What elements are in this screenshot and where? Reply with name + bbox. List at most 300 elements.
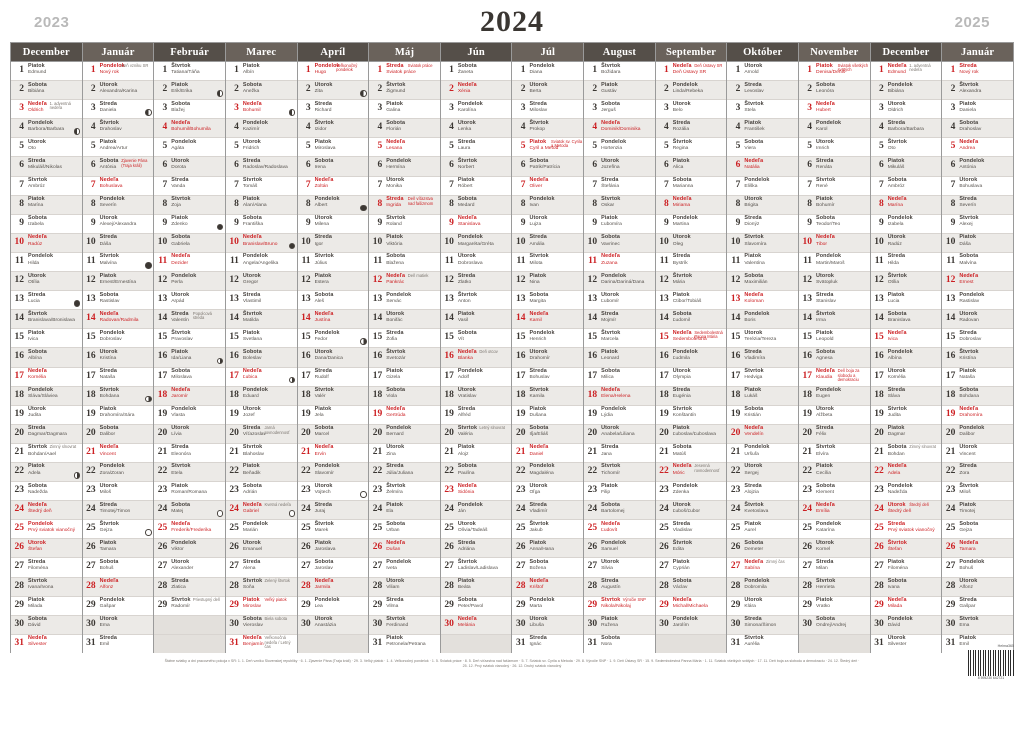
day-row[interactable] bbox=[83, 100, 154, 119]
day-row[interactable] bbox=[512, 234, 583, 253]
day-row[interactable] bbox=[727, 215, 798, 234]
day-row[interactable] bbox=[871, 157, 942, 176]
day-row[interactable] bbox=[11, 81, 82, 100]
day-row[interactable] bbox=[369, 425, 440, 444]
day-row[interactable] bbox=[11, 635, 82, 653]
day-row[interactable] bbox=[799, 177, 870, 196]
day-row[interactable] bbox=[298, 138, 369, 157]
day-row[interactable] bbox=[441, 157, 512, 176]
day-row[interactable] bbox=[512, 157, 583, 176]
day-row[interactable] bbox=[83, 138, 154, 157]
day-row[interactable] bbox=[727, 234, 798, 253]
day-row[interactable] bbox=[369, 578, 440, 597]
day-row[interactable] bbox=[656, 62, 727, 81]
day-row[interactable] bbox=[83, 157, 154, 176]
day-row[interactable] bbox=[298, 425, 369, 444]
day-row[interactable] bbox=[656, 368, 727, 387]
day-row[interactable] bbox=[584, 406, 655, 425]
day-row[interactable] bbox=[11, 482, 82, 501]
day-row[interactable] bbox=[226, 329, 297, 348]
day-row[interactable] bbox=[369, 348, 440, 367]
day-row[interactable] bbox=[226, 215, 297, 234]
day-row[interactable] bbox=[369, 501, 440, 520]
day-row[interactable] bbox=[83, 253, 154, 272]
day-row[interactable] bbox=[656, 597, 727, 616]
day-row[interactable] bbox=[584, 100, 655, 119]
day-row[interactable] bbox=[799, 196, 870, 215]
day-row[interactable] bbox=[727, 100, 798, 119]
day-row[interactable] bbox=[83, 463, 154, 482]
day-row[interactable] bbox=[83, 558, 154, 577]
day-row[interactable] bbox=[871, 253, 942, 272]
day-row[interactable] bbox=[727, 138, 798, 157]
day-row[interactable] bbox=[226, 482, 297, 501]
day-row[interactable] bbox=[727, 157, 798, 176]
day-row[interactable] bbox=[871, 597, 942, 616]
day-row[interactable] bbox=[512, 138, 583, 157]
day-row[interactable] bbox=[11, 520, 82, 539]
day-row[interactable] bbox=[727, 387, 798, 406]
day-row[interactable] bbox=[871, 558, 942, 577]
day-row[interactable] bbox=[83, 177, 154, 196]
day-row[interactable] bbox=[942, 253, 1013, 272]
day-row[interactable] bbox=[441, 387, 512, 406]
day-row[interactable] bbox=[871, 119, 942, 138]
day-row[interactable] bbox=[584, 482, 655, 501]
day-row[interactable] bbox=[512, 558, 583, 577]
day-row[interactable] bbox=[226, 425, 297, 444]
day-row[interactable] bbox=[799, 157, 870, 176]
day-row[interactable] bbox=[942, 501, 1013, 520]
day-row[interactable] bbox=[441, 196, 512, 215]
day-row[interactable] bbox=[727, 177, 798, 196]
day-row[interactable] bbox=[799, 215, 870, 234]
day-row[interactable] bbox=[369, 329, 440, 348]
day-row[interactable] bbox=[942, 520, 1013, 539]
day-row[interactable] bbox=[441, 291, 512, 310]
day-row[interactable] bbox=[298, 253, 369, 272]
day-row[interactable] bbox=[298, 616, 369, 635]
day-row[interactable] bbox=[942, 138, 1013, 157]
day-row[interactable] bbox=[441, 272, 512, 291]
day-row[interactable] bbox=[942, 62, 1013, 81]
day-row[interactable] bbox=[83, 387, 154, 406]
day-row[interactable] bbox=[584, 558, 655, 577]
day-row[interactable] bbox=[226, 272, 297, 291]
day-row[interactable] bbox=[871, 406, 942, 425]
day-row[interactable] bbox=[226, 539, 297, 558]
day-row[interactable] bbox=[441, 501, 512, 520]
day-row[interactable] bbox=[441, 253, 512, 272]
day-row[interactable] bbox=[942, 597, 1013, 616]
day-row[interactable] bbox=[584, 616, 655, 635]
day-row[interactable] bbox=[154, 597, 225, 616]
day-row[interactable] bbox=[369, 463, 440, 482]
day-row[interactable] bbox=[512, 444, 583, 463]
day-row[interactable] bbox=[226, 196, 297, 215]
day-row[interactable] bbox=[83, 348, 154, 367]
day-row[interactable] bbox=[942, 329, 1013, 348]
day-row[interactable] bbox=[942, 119, 1013, 138]
day-row[interactable] bbox=[11, 157, 82, 176]
day-row[interactable] bbox=[226, 387, 297, 406]
day-row[interactable] bbox=[83, 635, 154, 653]
day-row[interactable] bbox=[298, 329, 369, 348]
day-row[interactable] bbox=[656, 291, 727, 310]
day-row[interactable] bbox=[942, 578, 1013, 597]
day-row[interactable] bbox=[83, 597, 154, 616]
day-row[interactable] bbox=[154, 81, 225, 100]
day-row[interactable] bbox=[154, 310, 225, 329]
day-row[interactable] bbox=[226, 348, 297, 367]
day-row[interactable] bbox=[799, 329, 870, 348]
day-row[interactable] bbox=[584, 157, 655, 176]
day-row[interactable] bbox=[584, 196, 655, 215]
day-row[interactable] bbox=[441, 177, 512, 196]
day-row[interactable] bbox=[871, 520, 942, 539]
day-row[interactable] bbox=[799, 119, 870, 138]
day-row[interactable] bbox=[512, 463, 583, 482]
day-row[interactable] bbox=[11, 501, 82, 520]
day-row[interactable] bbox=[298, 234, 369, 253]
day-row[interactable] bbox=[154, 348, 225, 367]
day-row[interactable] bbox=[226, 177, 297, 196]
day-row[interactable] bbox=[441, 597, 512, 616]
day-row[interactable] bbox=[11, 310, 82, 329]
day-row[interactable] bbox=[942, 406, 1013, 425]
day-row[interactable] bbox=[441, 425, 512, 444]
day-row[interactable] bbox=[871, 482, 942, 501]
day-row[interactable] bbox=[727, 406, 798, 425]
day-row[interactable] bbox=[154, 291, 225, 310]
day-row[interactable] bbox=[226, 635, 297, 653]
day-row[interactable] bbox=[584, 501, 655, 520]
day-row[interactable] bbox=[441, 520, 512, 539]
day-row[interactable] bbox=[298, 310, 369, 329]
day-row[interactable] bbox=[799, 482, 870, 501]
day-row[interactable] bbox=[441, 100, 512, 119]
day-row[interactable] bbox=[298, 406, 369, 425]
day-row[interactable] bbox=[656, 138, 727, 157]
day-row[interactable] bbox=[154, 539, 225, 558]
day-row[interactable] bbox=[871, 348, 942, 367]
day-row[interactable] bbox=[369, 291, 440, 310]
day-row[interactable] bbox=[656, 482, 727, 501]
day-row[interactable] bbox=[369, 196, 440, 215]
day-row[interactable] bbox=[942, 444, 1013, 463]
day-row[interactable] bbox=[441, 558, 512, 577]
day-row[interactable] bbox=[441, 616, 512, 635]
day-row[interactable] bbox=[942, 387, 1013, 406]
day-row[interactable] bbox=[83, 616, 154, 635]
day-row[interactable] bbox=[154, 234, 225, 253]
day-row[interactable] bbox=[871, 100, 942, 119]
day-row[interactable] bbox=[298, 196, 369, 215]
day-row[interactable] bbox=[226, 463, 297, 482]
day-row[interactable] bbox=[942, 482, 1013, 501]
day-row[interactable] bbox=[512, 81, 583, 100]
day-row[interactable] bbox=[656, 81, 727, 100]
day-row[interactable] bbox=[298, 463, 369, 482]
day-row[interactable] bbox=[154, 463, 225, 482]
day-row[interactable] bbox=[799, 597, 870, 616]
day-row[interactable] bbox=[799, 310, 870, 329]
day-row[interactable] bbox=[871, 387, 942, 406]
day-row[interactable] bbox=[656, 463, 727, 482]
day-row[interactable] bbox=[298, 501, 369, 520]
day-row[interactable] bbox=[298, 157, 369, 176]
day-row[interactable] bbox=[441, 463, 512, 482]
day-row[interactable] bbox=[226, 81, 297, 100]
day-row[interactable] bbox=[226, 406, 297, 425]
day-row[interactable] bbox=[11, 616, 82, 635]
day-row[interactable] bbox=[656, 348, 727, 367]
day-row[interactable] bbox=[441, 578, 512, 597]
day-row[interactable] bbox=[512, 348, 583, 367]
day-row[interactable] bbox=[441, 539, 512, 558]
day-row[interactable] bbox=[11, 138, 82, 157]
day-row[interactable] bbox=[441, 329, 512, 348]
day-row[interactable] bbox=[298, 81, 369, 100]
day-row[interactable] bbox=[154, 119, 225, 138]
day-row[interactable] bbox=[369, 310, 440, 329]
day-row[interactable] bbox=[942, 348, 1013, 367]
day-row[interactable] bbox=[584, 578, 655, 597]
day-row[interactable] bbox=[369, 406, 440, 425]
day-row[interactable] bbox=[871, 578, 942, 597]
day-row[interactable] bbox=[871, 444, 942, 463]
day-row[interactable] bbox=[441, 406, 512, 425]
day-row[interactable] bbox=[83, 310, 154, 329]
day-row[interactable] bbox=[298, 597, 369, 616]
day-row[interactable] bbox=[942, 616, 1013, 635]
day-row[interactable] bbox=[727, 501, 798, 520]
day-row[interactable] bbox=[656, 444, 727, 463]
day-row[interactable] bbox=[942, 539, 1013, 558]
day-row[interactable] bbox=[584, 81, 655, 100]
day-row[interactable] bbox=[441, 444, 512, 463]
day-row[interactable] bbox=[656, 310, 727, 329]
day-row[interactable] bbox=[584, 310, 655, 329]
day-row[interactable] bbox=[369, 520, 440, 539]
day-row[interactable] bbox=[512, 253, 583, 272]
day-row[interactable] bbox=[11, 291, 82, 310]
day-row[interactable] bbox=[799, 387, 870, 406]
day-row[interactable] bbox=[369, 616, 440, 635]
day-row[interactable] bbox=[441, 138, 512, 157]
day-row[interactable] bbox=[298, 62, 369, 81]
day-row[interactable] bbox=[942, 81, 1013, 100]
day-row[interactable] bbox=[512, 406, 583, 425]
day-row[interactable] bbox=[512, 62, 583, 81]
day-row[interactable] bbox=[871, 635, 942, 653]
day-row[interactable] bbox=[83, 578, 154, 597]
day-row[interactable] bbox=[656, 539, 727, 558]
day-row[interactable] bbox=[154, 387, 225, 406]
day-row[interactable] bbox=[942, 310, 1013, 329]
day-row[interactable] bbox=[871, 291, 942, 310]
day-row[interactable] bbox=[871, 329, 942, 348]
day-row[interactable] bbox=[369, 272, 440, 291]
day-row[interactable] bbox=[154, 406, 225, 425]
day-row[interactable] bbox=[512, 635, 583, 653]
day-row[interactable] bbox=[154, 368, 225, 387]
day-row[interactable] bbox=[512, 310, 583, 329]
day-row[interactable] bbox=[584, 272, 655, 291]
day-row[interactable] bbox=[226, 616, 297, 635]
day-row[interactable] bbox=[799, 234, 870, 253]
day-row[interactable] bbox=[871, 62, 942, 81]
day-row[interactable] bbox=[584, 291, 655, 310]
day-row[interactable] bbox=[512, 616, 583, 635]
day-row[interactable] bbox=[871, 310, 942, 329]
day-row[interactable] bbox=[11, 234, 82, 253]
day-row[interactable] bbox=[656, 425, 727, 444]
day-row[interactable] bbox=[512, 387, 583, 406]
day-row[interactable] bbox=[799, 100, 870, 119]
day-row[interactable] bbox=[369, 62, 440, 81]
day-row[interactable] bbox=[727, 425, 798, 444]
day-row[interactable] bbox=[11, 597, 82, 616]
day-row[interactable] bbox=[512, 272, 583, 291]
day-row[interactable] bbox=[584, 444, 655, 463]
day-row[interactable] bbox=[83, 215, 154, 234]
day-row[interactable] bbox=[11, 463, 82, 482]
day-row[interactable] bbox=[942, 463, 1013, 482]
day-row[interactable] bbox=[83, 81, 154, 100]
day-row[interactable] bbox=[942, 558, 1013, 577]
day-row[interactable] bbox=[154, 272, 225, 291]
day-row[interactable] bbox=[799, 463, 870, 482]
day-row[interactable] bbox=[584, 62, 655, 81]
day-row[interactable] bbox=[154, 501, 225, 520]
day-row[interactable] bbox=[298, 387, 369, 406]
day-row[interactable] bbox=[11, 444, 82, 463]
day-row[interactable] bbox=[656, 119, 727, 138]
day-row[interactable] bbox=[11, 387, 82, 406]
day-row[interactable] bbox=[441, 348, 512, 367]
day-row[interactable] bbox=[584, 215, 655, 234]
day-row[interactable] bbox=[871, 196, 942, 215]
day-row[interactable] bbox=[871, 81, 942, 100]
day-row[interactable] bbox=[226, 253, 297, 272]
day-row[interactable] bbox=[154, 444, 225, 463]
day-row[interactable] bbox=[441, 62, 512, 81]
day-row[interactable] bbox=[799, 291, 870, 310]
day-row[interactable] bbox=[512, 329, 583, 348]
day-row[interactable] bbox=[727, 329, 798, 348]
day-row[interactable] bbox=[656, 501, 727, 520]
day-row[interactable] bbox=[727, 291, 798, 310]
day-row[interactable] bbox=[584, 425, 655, 444]
day-row[interactable] bbox=[441, 368, 512, 387]
day-row[interactable] bbox=[369, 253, 440, 272]
day-row[interactable] bbox=[942, 234, 1013, 253]
day-row[interactable] bbox=[727, 253, 798, 272]
day-row[interactable] bbox=[154, 558, 225, 577]
day-row[interactable] bbox=[656, 177, 727, 196]
day-row[interactable] bbox=[154, 520, 225, 539]
day-row[interactable] bbox=[584, 234, 655, 253]
day-row[interactable] bbox=[11, 539, 82, 558]
day-row[interactable] bbox=[154, 138, 225, 157]
day-row[interactable] bbox=[727, 272, 798, 291]
day-row[interactable] bbox=[584, 348, 655, 367]
day-row[interactable] bbox=[727, 558, 798, 577]
day-row[interactable] bbox=[584, 597, 655, 616]
day-row[interactable] bbox=[298, 348, 369, 367]
day-row[interactable] bbox=[727, 520, 798, 539]
day-row[interactable] bbox=[584, 635, 655, 653]
day-row[interactable] bbox=[584, 463, 655, 482]
day-row[interactable] bbox=[799, 425, 870, 444]
day-row[interactable] bbox=[871, 215, 942, 234]
day-row[interactable] bbox=[799, 406, 870, 425]
day-row[interactable] bbox=[83, 291, 154, 310]
day-row[interactable] bbox=[512, 196, 583, 215]
day-row[interactable] bbox=[226, 291, 297, 310]
day-row[interactable] bbox=[799, 62, 870, 81]
day-row[interactable] bbox=[512, 177, 583, 196]
day-row[interactable] bbox=[83, 62, 154, 81]
day-row[interactable] bbox=[512, 425, 583, 444]
day-row[interactable] bbox=[584, 387, 655, 406]
day-row[interactable] bbox=[11, 558, 82, 577]
day-row[interactable] bbox=[298, 368, 369, 387]
day-row[interactable] bbox=[83, 234, 154, 253]
day-row[interactable] bbox=[298, 578, 369, 597]
day-row[interactable] bbox=[871, 501, 942, 520]
day-row[interactable] bbox=[441, 234, 512, 253]
day-row[interactable] bbox=[83, 539, 154, 558]
day-row[interactable] bbox=[512, 501, 583, 520]
day-row[interactable] bbox=[871, 272, 942, 291]
day-row[interactable] bbox=[799, 539, 870, 558]
day-row[interactable] bbox=[799, 348, 870, 367]
day-row[interactable] bbox=[369, 387, 440, 406]
day-row[interactable] bbox=[656, 215, 727, 234]
day-row[interactable] bbox=[871, 368, 942, 387]
day-row[interactable] bbox=[11, 348, 82, 367]
day-row[interactable] bbox=[512, 539, 583, 558]
day-row[interactable] bbox=[83, 196, 154, 215]
day-row[interactable] bbox=[727, 348, 798, 367]
day-row[interactable] bbox=[942, 425, 1013, 444]
day-row[interactable] bbox=[441, 310, 512, 329]
day-row[interactable] bbox=[11, 253, 82, 272]
day-row[interactable] bbox=[871, 539, 942, 558]
day-row[interactable] bbox=[799, 558, 870, 577]
day-row[interactable] bbox=[799, 138, 870, 157]
day-row[interactable] bbox=[799, 368, 870, 387]
day-row[interactable] bbox=[799, 81, 870, 100]
day-row[interactable] bbox=[584, 520, 655, 539]
day-row[interactable] bbox=[154, 177, 225, 196]
day-row[interactable] bbox=[369, 597, 440, 616]
day-row[interactable] bbox=[727, 368, 798, 387]
day-row[interactable] bbox=[799, 501, 870, 520]
day-row[interactable] bbox=[942, 215, 1013, 234]
day-row[interactable] bbox=[584, 539, 655, 558]
day-row[interactable] bbox=[871, 177, 942, 196]
day-row[interactable] bbox=[154, 578, 225, 597]
day-row[interactable] bbox=[584, 253, 655, 272]
day-row[interactable] bbox=[154, 157, 225, 176]
day-row[interactable] bbox=[799, 253, 870, 272]
day-row[interactable] bbox=[226, 234, 297, 253]
day-row[interactable] bbox=[298, 291, 369, 310]
day-row[interactable] bbox=[512, 291, 583, 310]
